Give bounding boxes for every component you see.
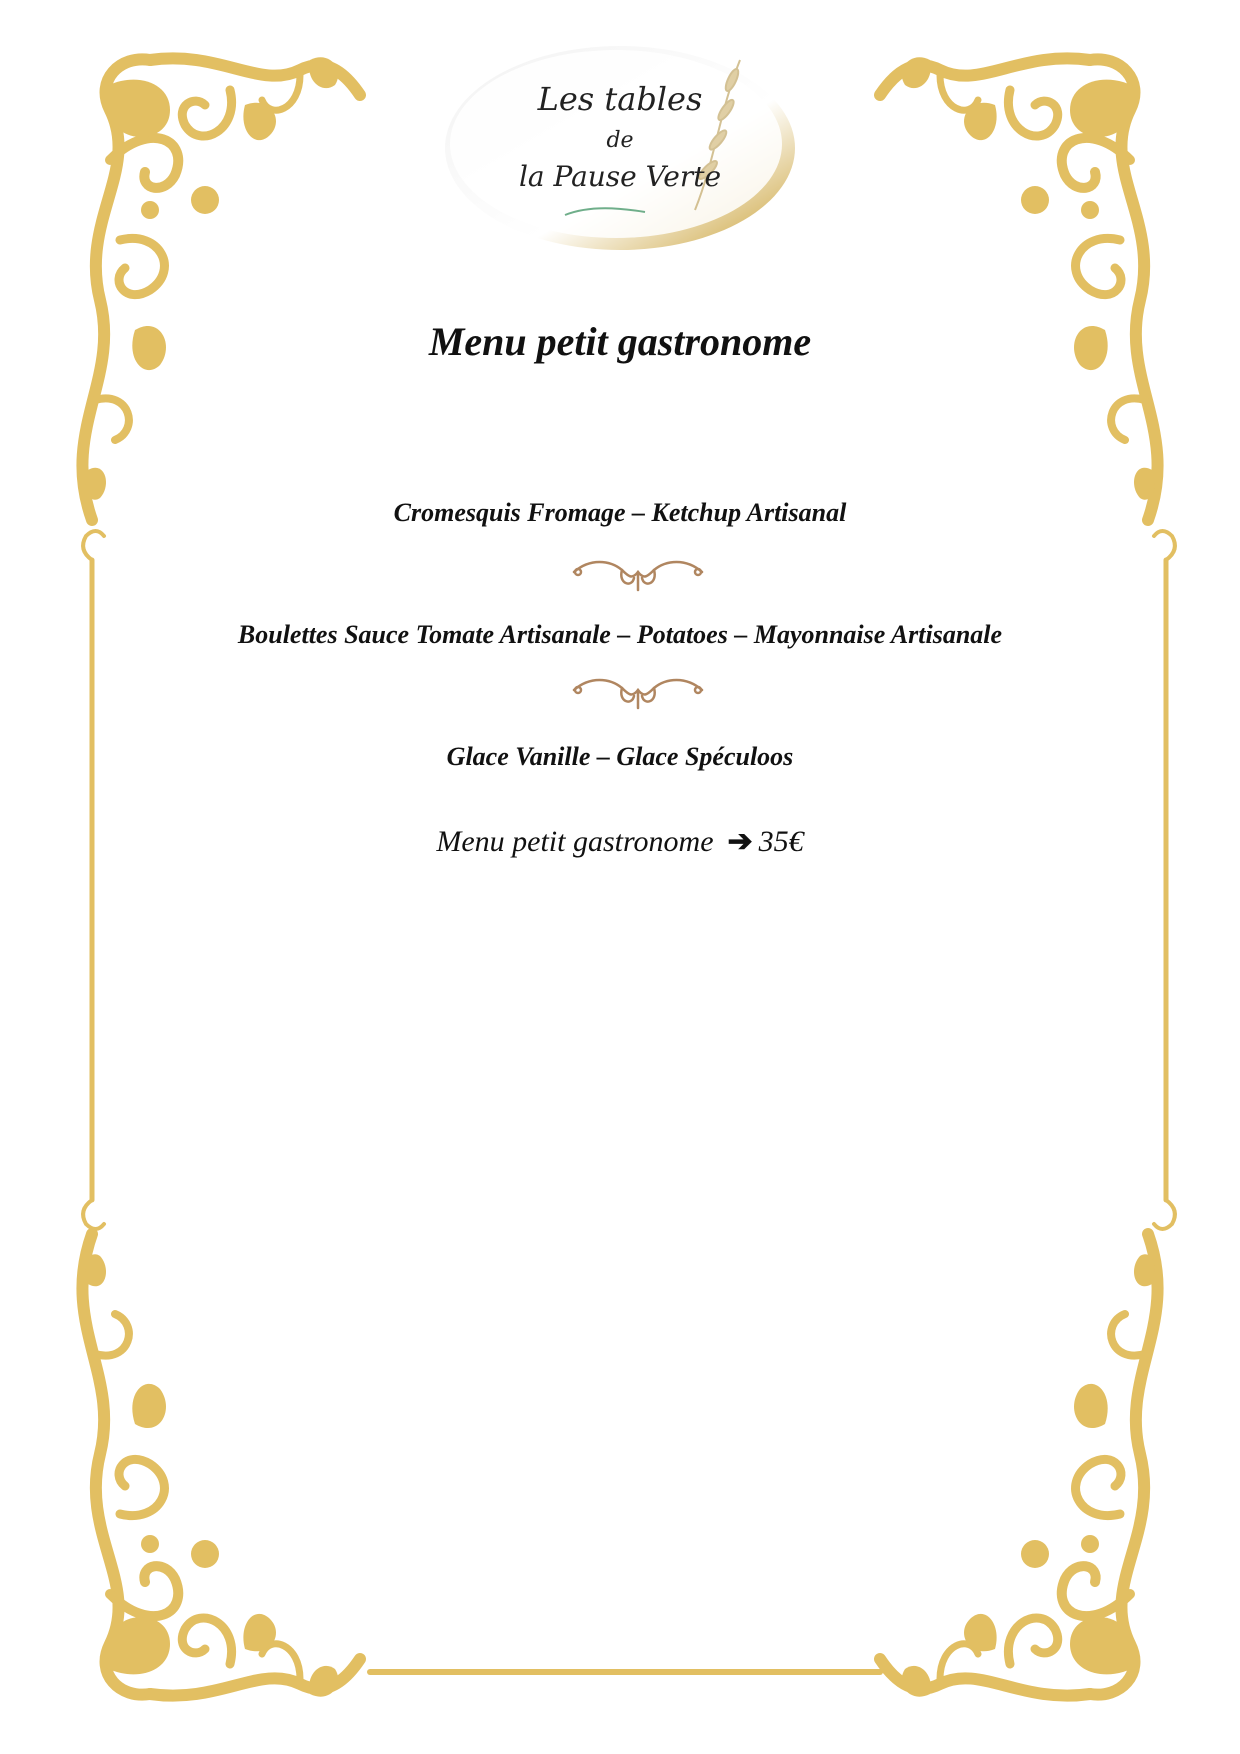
- course-starter: Cromesquis Fromage – Ketchup Artisanal: [393, 498, 847, 527]
- logo-line-2: de: [606, 128, 634, 153]
- menu-title: Menu petit gastronome: [428, 319, 812, 364]
- flourish-divider-icon: [570, 668, 706, 712]
- price-value: 35€: [758, 825, 804, 858]
- course-main: Boulettes Sauce Tomate Artisanale – Potatoes – Mayonnaise Artisanale: [237, 620, 1003, 649]
- arrow-right-icon: ➔: [727, 825, 753, 858]
- price-line: [0, 824, 1240, 859]
- flourish-divider-icon: [570, 550, 706, 594]
- price-label: Menu petit gastronome: [436, 825, 714, 858]
- logo-line-3: la Pause Verte: [518, 160, 722, 193]
- restaurant-logo: [440, 40, 800, 255]
- logo-line-1: Les tables: [537, 80, 703, 118]
- course-dessert: Glace Vanille – Glace Spéculoos: [446, 742, 794, 771]
